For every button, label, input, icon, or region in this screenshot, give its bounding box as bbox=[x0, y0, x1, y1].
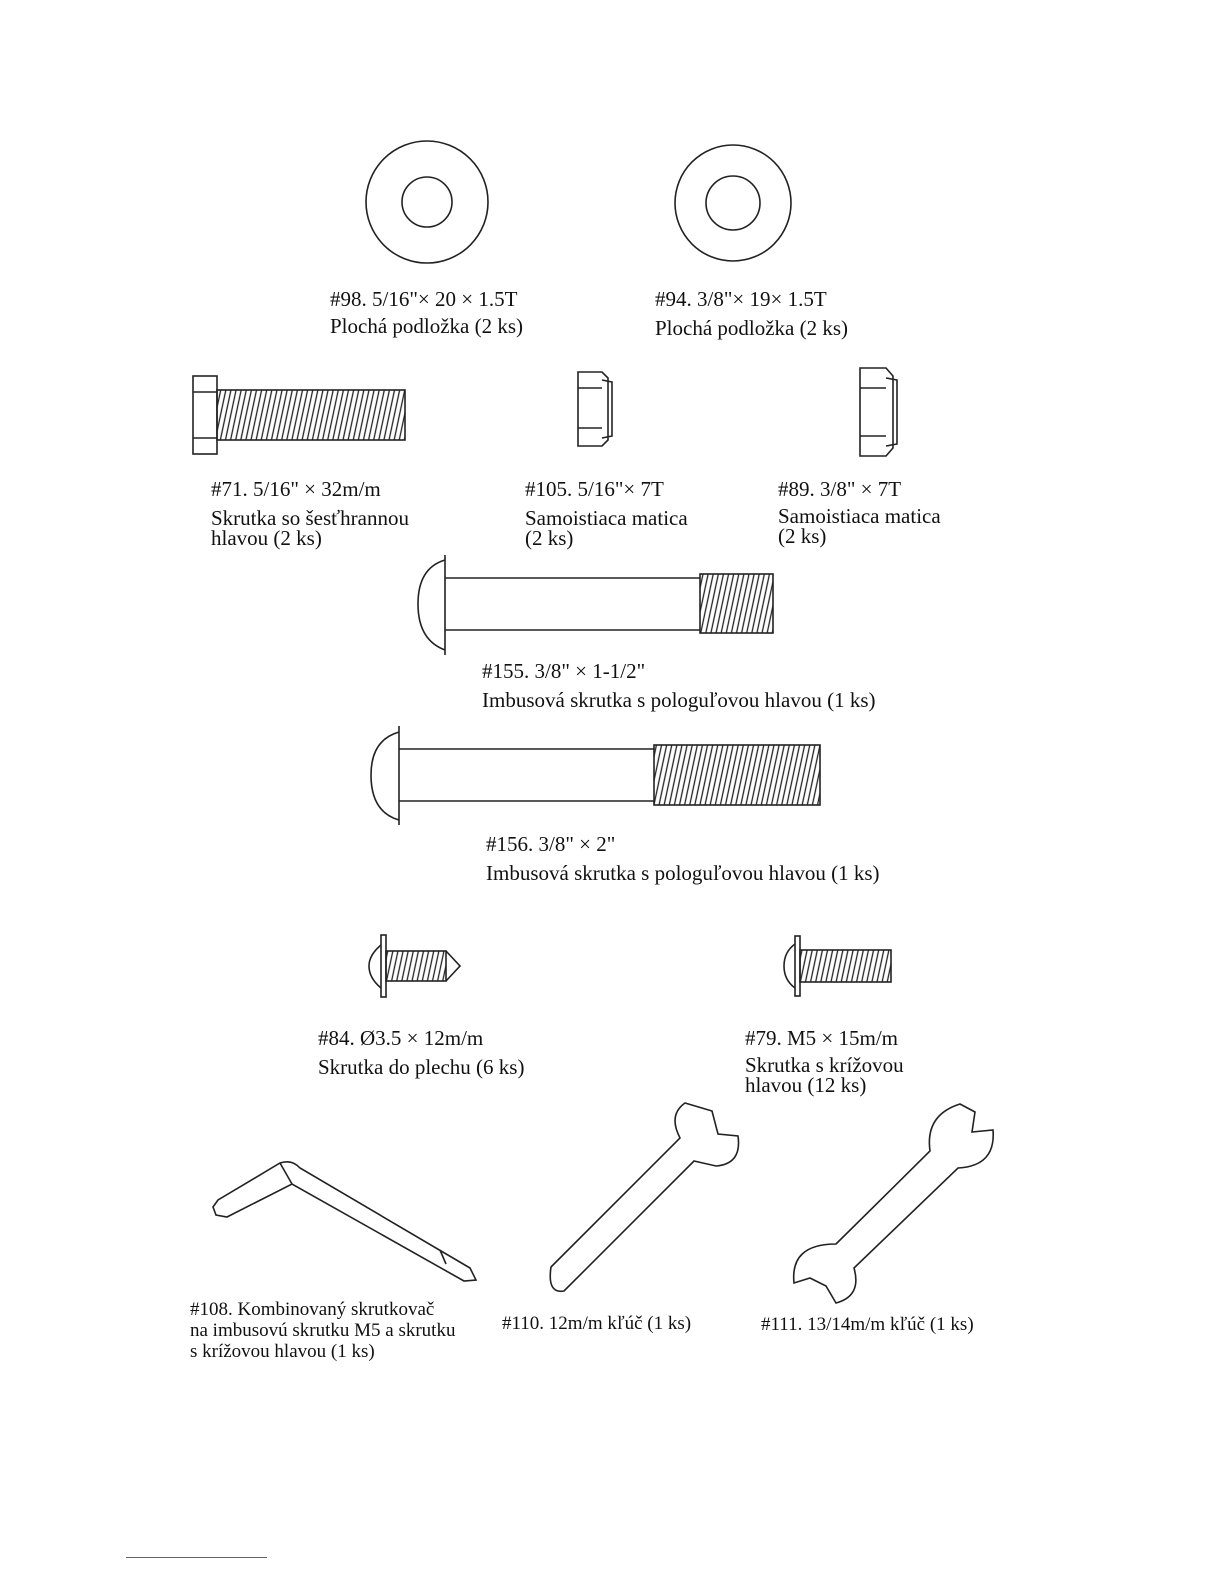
part-108-label bbox=[190, 1299, 455, 1362]
part-155-description: Imbusová skrutka s pologuľovou hlavou (1 ks) bbox=[482, 688, 876, 712]
screwdriver-108-icon bbox=[213, 1162, 476, 1281]
bolt-156-icon bbox=[371, 726, 820, 825]
part-98-label bbox=[330, 288, 523, 336]
footnote-separator bbox=[126, 1557, 267, 1558]
part-89-label bbox=[778, 478, 941, 546]
part-110-description: #110. 12m/m kľúč (1 ks) bbox=[502, 1313, 692, 1334]
screw-79-icon bbox=[784, 936, 891, 996]
part-71-description: Skrutka so šesťhrannou hlavou (2 ks) bbox=[211, 506, 409, 550]
part-110-label bbox=[502, 1314, 691, 1334]
part-89-description: Samoistiaca matica (2 ks) bbox=[778, 504, 941, 548]
part-79-label bbox=[745, 1027, 904, 1095]
part-71-code: #71. 5/16" × 32m/m bbox=[211, 477, 381, 501]
part-84-code: #84. Ø3.5 × 12m/m bbox=[318, 1026, 484, 1050]
part-111-label bbox=[761, 1315, 974, 1335]
part-94-description: Plochá podložka (2 ks) bbox=[655, 316, 849, 340]
part-155-code: #155. 3/8" × 1-1/2" bbox=[482, 659, 646, 683]
part-94-label bbox=[655, 288, 848, 338]
part-156-description: Imbusová skrutka s pologuľovou hlavou (1 ks) bbox=[486, 861, 880, 885]
washer-94-icon bbox=[675, 145, 791, 261]
wrench-110-icon bbox=[550, 1103, 738, 1291]
part-79-description: Skrutka s krížovou hlavou (12 ks) bbox=[745, 1053, 904, 1097]
bolt-155-icon bbox=[418, 555, 773, 655]
part-98-description: Plochá podložka (2 ks) bbox=[330, 314, 524, 338]
part-111-description: #111. 13/14m/m kľúč (1 ks) bbox=[761, 1314, 974, 1335]
part-89-code: #89. 3/8" × 7T bbox=[778, 477, 902, 501]
part-108-description: #108. Kombinovaný skrutkovač na imbusovú skrutku M5 a skrutku s krížovou hlavou (1 ks) bbox=[190, 1299, 456, 1362]
part-156-code: #156. 3/8" × 2" bbox=[486, 832, 616, 856]
part-105-label bbox=[525, 478, 688, 548]
part-71-label bbox=[211, 478, 409, 548]
part-105-description: Samoistiaca matica (2 ks) bbox=[525, 506, 688, 550]
screw-84-icon bbox=[369, 935, 460, 997]
hex-bolt-71-icon bbox=[193, 376, 405, 454]
part-105-code: #105. 5/16"× 7T bbox=[525, 477, 664, 501]
part-84-label bbox=[318, 1027, 524, 1077]
lock-nut-105-icon bbox=[578, 372, 612, 446]
part-79-code: #79. M5 × 15m/m bbox=[745, 1026, 899, 1050]
wrench-111-icon bbox=[794, 1104, 994, 1303]
part-84-description: Skrutka do plechu (6 ks) bbox=[318, 1055, 525, 1079]
washer-98-icon bbox=[366, 141, 488, 263]
lock-nut-89-icon bbox=[860, 368, 897, 456]
part-94-code: #94. 3/8"× 19× 1.5T bbox=[655, 287, 827, 311]
part-98-code: #98. 5/16"× 20 × 1.5T bbox=[330, 287, 518, 311]
part-155-label bbox=[482, 660, 876, 710]
part-156-label bbox=[486, 833, 880, 883]
